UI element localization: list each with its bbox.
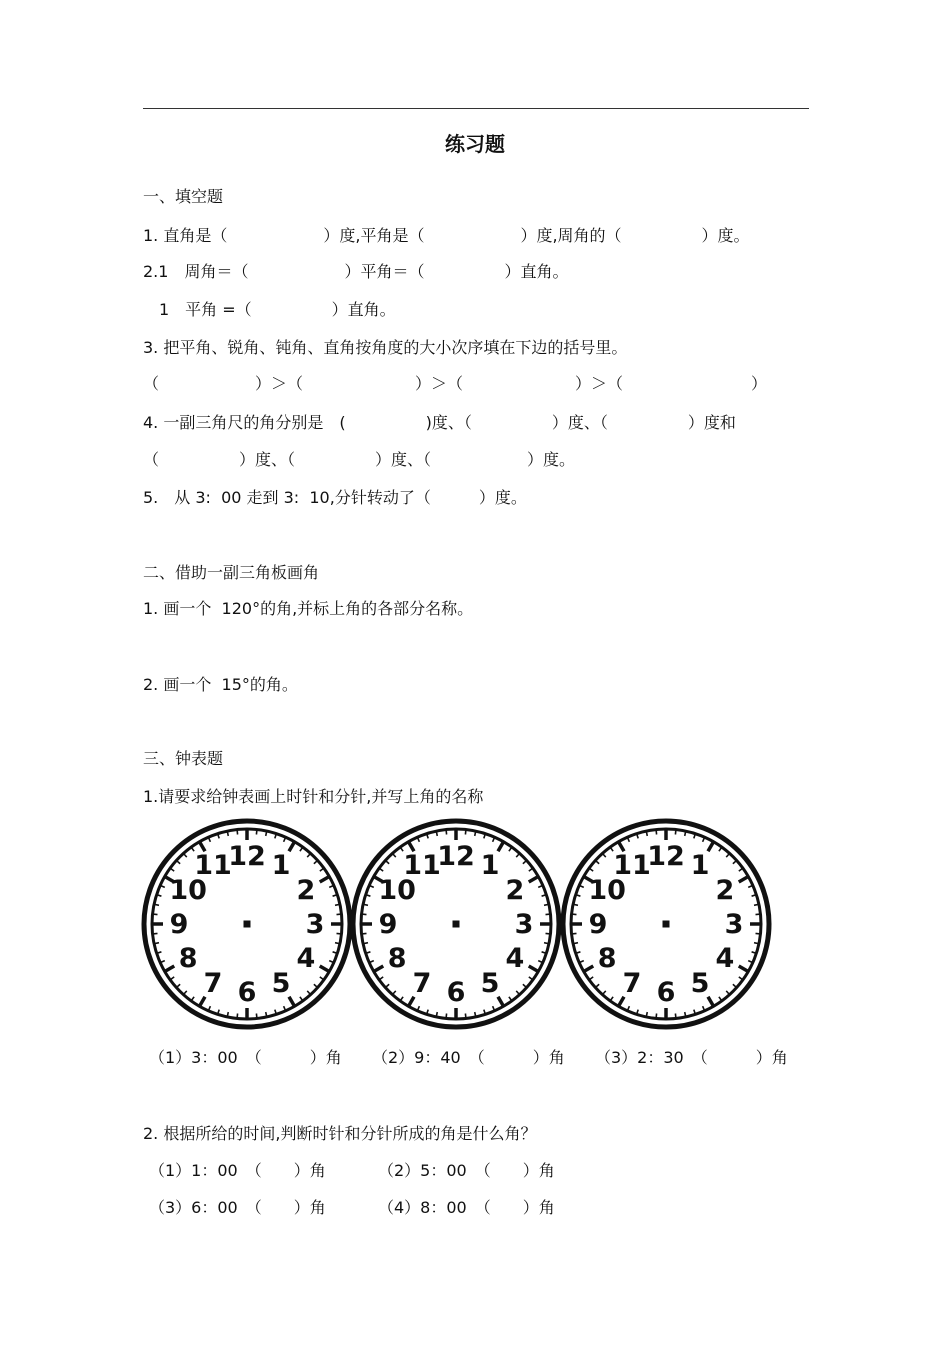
clock-minute-tick	[685, 831, 686, 836]
clock-number: 8	[597, 943, 617, 974]
clock-minute-tick	[362, 914, 367, 915]
clock-number: 9	[378, 909, 398, 940]
clock-number: 2	[715, 875, 735, 906]
clock-number: 7	[412, 967, 432, 999]
clock-number: 5	[690, 967, 710, 999]
clock-number: 5	[271, 967, 291, 999]
draw-question-1: 1. 画一个 120°的角,并标上角的各部分名称。	[143, 599, 474, 618]
clock-number: 12	[228, 841, 266, 872]
time-item: （4）8：00 （ ）角	[378, 1198, 555, 1217]
clock-minute-tick	[227, 1012, 228, 1017]
clock-minute-tick	[656, 830, 657, 835]
clock-minute-tick	[546, 914, 551, 915]
clock-minute-tick	[154, 943, 159, 944]
clock-number: 9	[169, 909, 189, 940]
clock-label-3: （3）2：30 （ ）角	[595, 1048, 788, 1067]
clock-minute-tick	[436, 831, 437, 836]
clock-number: 7	[622, 967, 642, 999]
clock-minute-tick	[153, 933, 158, 934]
clock-minute-tick	[646, 1012, 647, 1017]
clock-question-1: 1.请要求给钟表画上时针和分针,并写上角的名称	[143, 787, 484, 806]
clock-number: 3	[724, 909, 744, 940]
section-fill-heading: 一、填空题	[143, 187, 224, 206]
clock-number: 10	[378, 875, 416, 906]
clock-minute-tick	[237, 830, 238, 835]
clock-minute-tick	[656, 1014, 657, 1019]
clock-minute-tick	[363, 943, 368, 944]
clock-minute-tick	[153, 914, 158, 915]
clock-number: 11	[613, 850, 651, 882]
clock-face-3	[560, 816, 772, 1032]
clock-number: 2	[505, 875, 525, 906]
header-rule	[143, 108, 809, 109]
clock-minute-tick	[227, 831, 228, 836]
clock-minute-tick	[572, 933, 577, 934]
fill-question-4b: （ ）度、（ ）度、（ ）度。	[143, 450, 576, 469]
clock-number: 1	[690, 850, 710, 882]
clock-number: 2	[296, 875, 316, 906]
clock-minute-tick	[475, 831, 476, 836]
clock-minute-tick	[754, 943, 759, 944]
time-item: （1）1：00 （ ）角	[149, 1161, 326, 1180]
clock-minute-tick	[465, 830, 466, 835]
fill-question-2b: 1 平角 =（ ）直角。	[143, 300, 396, 319]
clock-minute-tick	[266, 1012, 267, 1017]
clock-number: 6	[237, 977, 257, 1008]
clock-number: 10	[169, 875, 207, 906]
clock-minute-tick	[573, 904, 578, 905]
clock-minute-tick	[154, 904, 159, 905]
clock-minute-tick	[266, 831, 267, 836]
clock-number: 1	[271, 850, 291, 882]
clock-center-dot	[453, 921, 460, 928]
clock-number: 12	[647, 841, 685, 872]
clock-number: 4	[505, 943, 525, 974]
fill-question-1: 1. 直角是（ ）度,平角是（ ）度,周角的（ ）度。	[143, 226, 750, 245]
clock-minute-tick	[646, 831, 647, 836]
fill-question-4a: 4. 一副三角尺的角分别是 ( )度、（ ）度、（ ）度和	[143, 413, 736, 432]
clock-minute-tick	[237, 1014, 238, 1019]
clock-minute-tick	[362, 933, 367, 934]
fill-question-5: 5. 从 3: 00 走到 3: 10,分针转动了（ ）度。	[143, 488, 527, 507]
clock-number: 3	[514, 909, 534, 940]
clock-minute-tick	[465, 1014, 466, 1019]
clock-minute-tick	[544, 943, 549, 944]
clock-number: 4	[715, 943, 735, 974]
clock-number: 6	[656, 977, 676, 1008]
clock-number: 7	[203, 967, 223, 999]
clock-minute-tick	[573, 943, 578, 944]
clock-minute-tick	[754, 904, 759, 905]
clock-minute-tick	[446, 1014, 447, 1019]
section-clock-heading: 三、钟表题	[143, 749, 224, 768]
page-title: 练习题	[445, 132, 505, 156]
clock-minute-tick	[335, 904, 340, 905]
clock-minute-tick	[756, 914, 761, 915]
clock-minute-tick	[675, 1014, 676, 1019]
fill-question-3-blanks: （ ）＞（ ）＞（ ）＞（ ）	[143, 374, 768, 393]
clock-minute-tick	[756, 933, 761, 934]
clock-minute-tick	[546, 933, 551, 934]
clock-number: 12	[437, 841, 475, 872]
clock-minute-tick	[446, 830, 447, 835]
clock-minute-tick	[544, 904, 549, 905]
section-draw-heading: 二、借助一副三角板画角	[143, 563, 320, 582]
clock-minute-tick	[685, 1012, 686, 1017]
clock-number: 11	[194, 850, 232, 882]
time-item: （3）6：00 （ ）角	[149, 1198, 326, 1217]
clock-number: 11	[403, 850, 441, 882]
time-item: （2）5：00 （ ）角	[378, 1161, 555, 1180]
clock-minute-tick	[363, 904, 368, 905]
clock-label-2: （2）9：40 （ ）角	[372, 1048, 565, 1067]
clock-question-2: 2. 根据所给的时间,判断时针和分针所成的角是什么角？	[143, 1124, 537, 1143]
clock-minute-tick	[436, 1012, 437, 1017]
clock-number: 8	[178, 943, 198, 974]
clock-number: 5	[480, 967, 500, 999]
clock-number: 10	[588, 875, 626, 906]
clock-minute-tick	[475, 1012, 476, 1017]
clock-minute-tick	[256, 1014, 257, 1019]
clock-number: 1	[480, 850, 500, 882]
clock-face-2	[350, 816, 562, 1032]
clock-minute-tick	[335, 943, 340, 944]
draw-question-2: 2. 画一个 15°的角。	[143, 675, 298, 694]
clock-number: 9	[588, 909, 608, 940]
clock-number: 8	[387, 943, 407, 974]
clock-minute-tick	[337, 914, 342, 915]
clock-face-1	[141, 816, 353, 1032]
clock-number: 3	[305, 909, 325, 940]
clock-number: 6	[446, 977, 466, 1008]
clock-center-dot	[663, 921, 670, 928]
clock-minute-tick	[256, 830, 257, 835]
fill-question-2a: 2.1 周角＝（ ）平角＝（ ）直角。	[143, 262, 569, 281]
clock-minute-tick	[337, 933, 342, 934]
clock-minute-tick	[572, 914, 577, 915]
clock-center-dot	[244, 921, 251, 928]
clock-number: 4	[296, 943, 316, 974]
fill-question-3: 3. 把平角、锐角、钝角、直角按角度的大小次序填在下边的括号里。	[143, 338, 628, 357]
clock-label-1: （1）3：00 （ ）角	[149, 1048, 342, 1067]
clock-minute-tick	[675, 830, 676, 835]
